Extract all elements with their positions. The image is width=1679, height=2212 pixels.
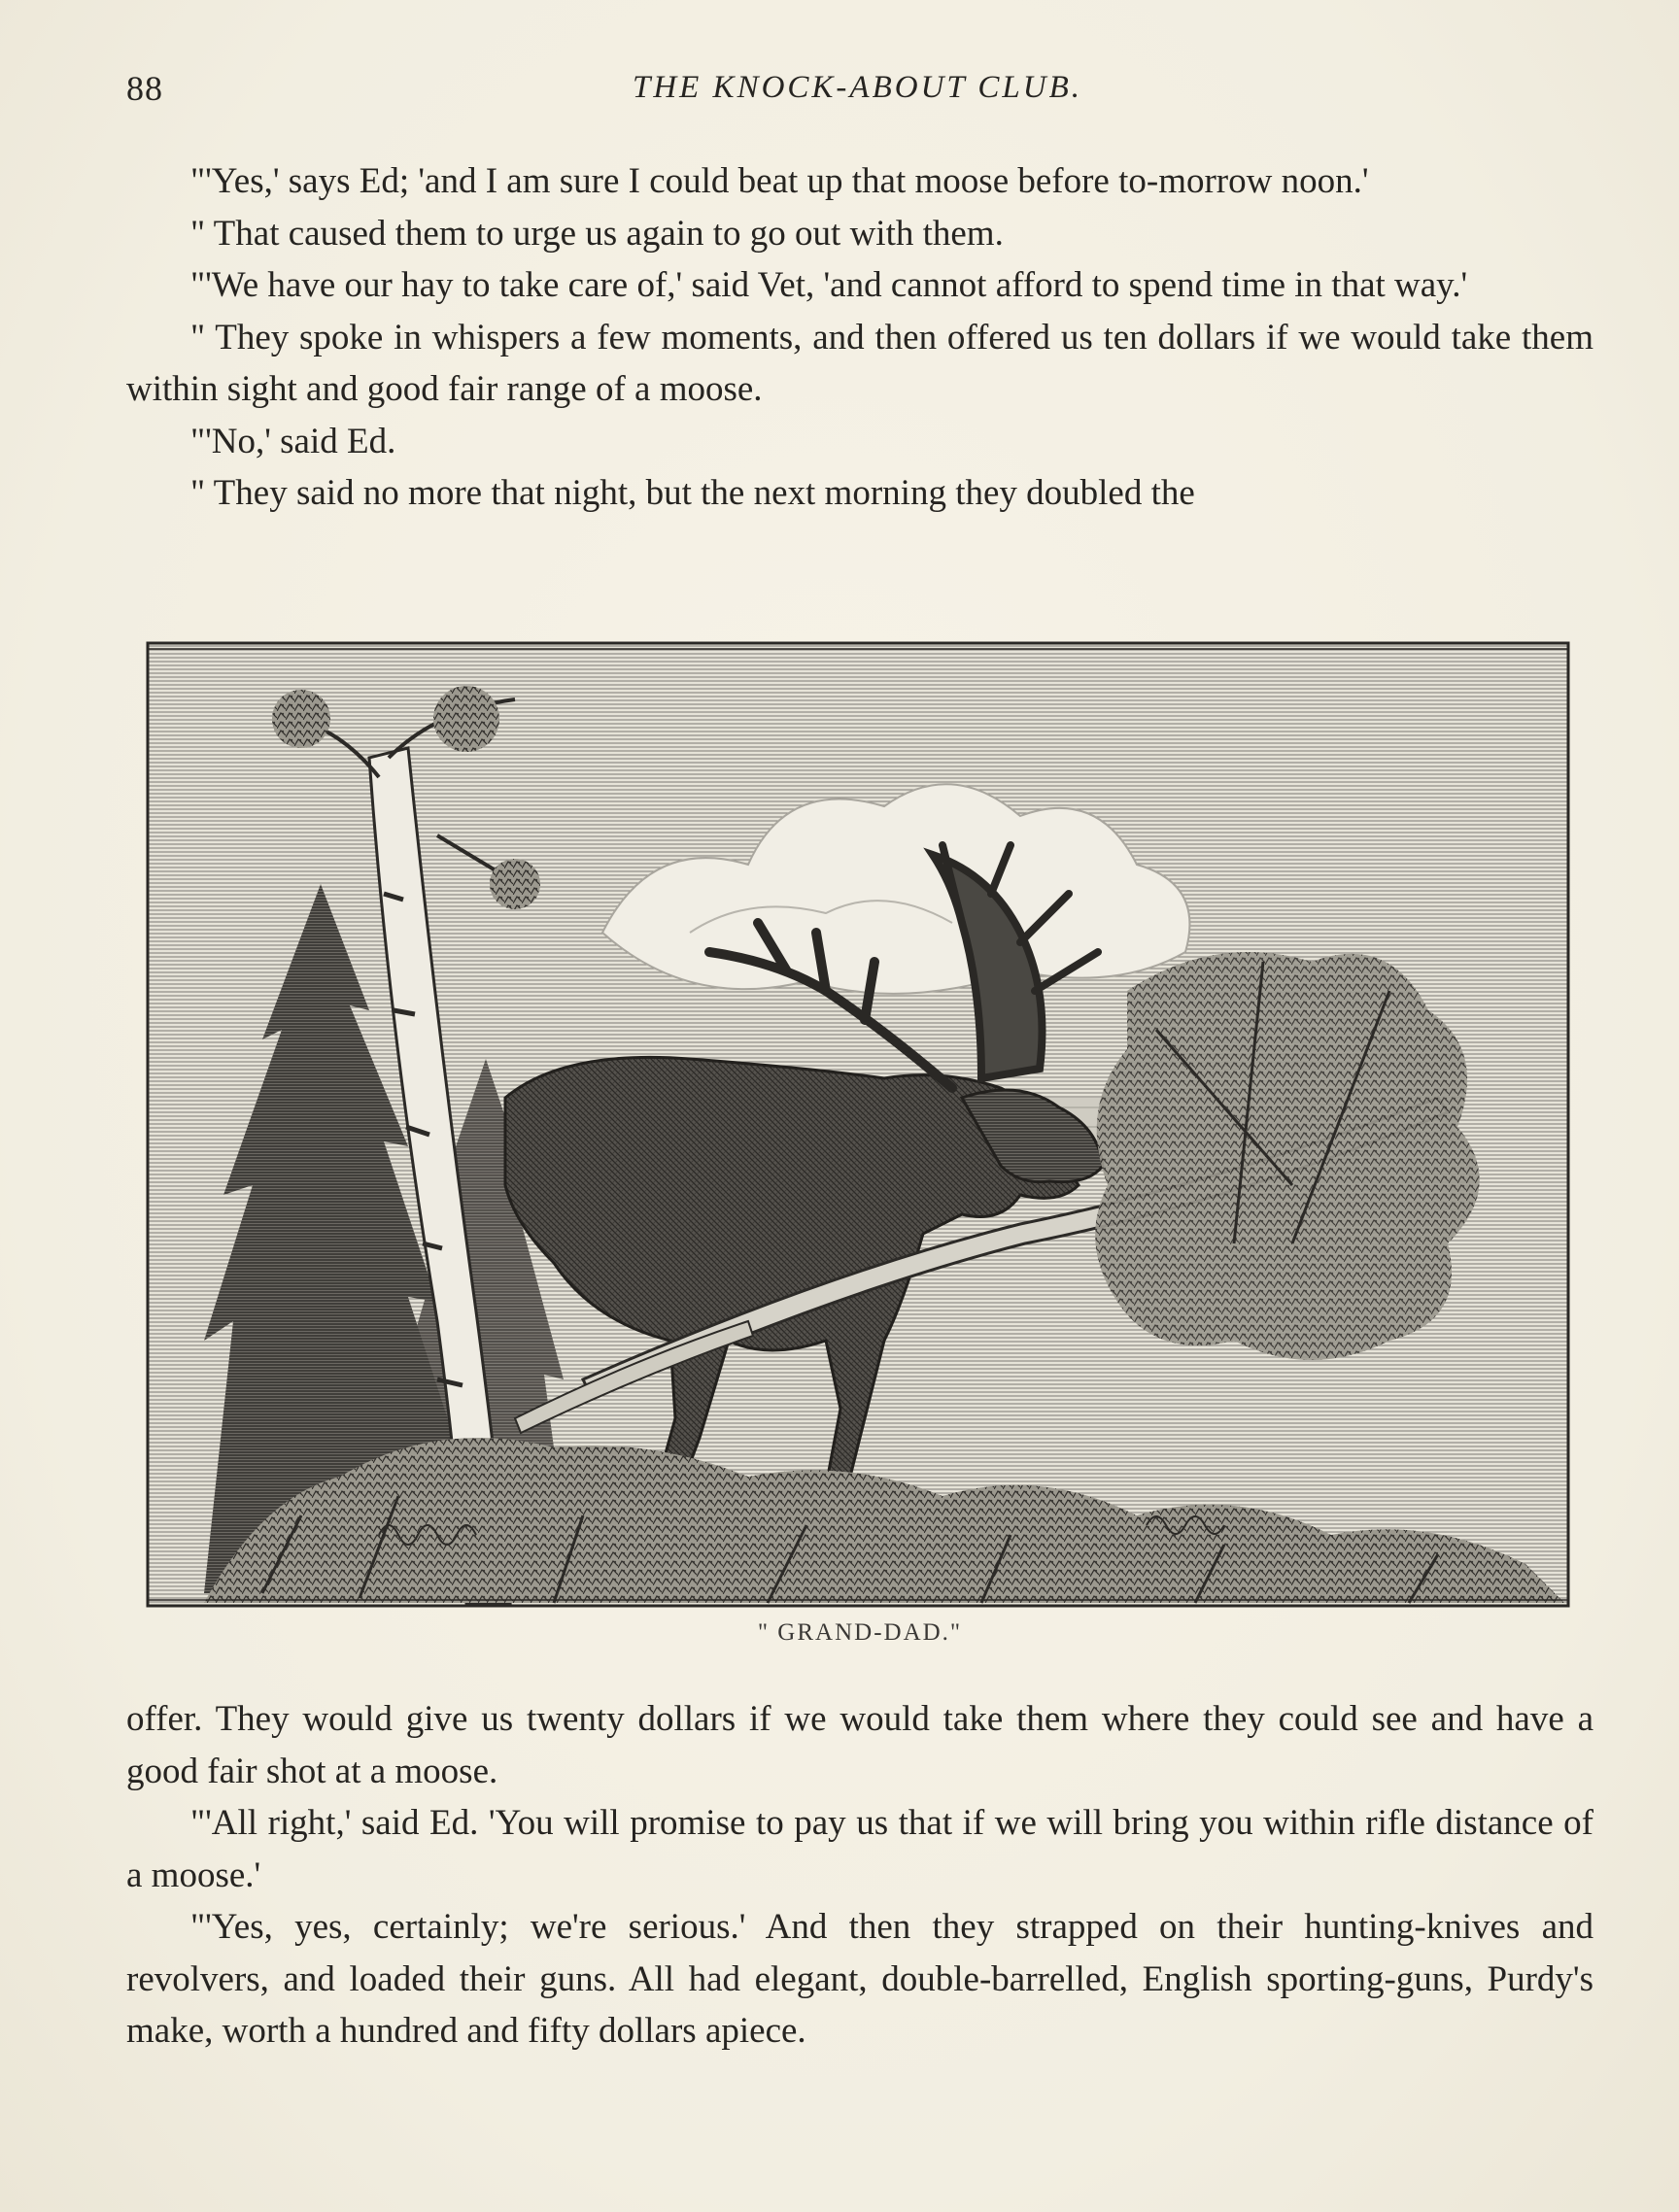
paragraph: "'Yes,' says Ed; 'and I am sure I could beat up that moose before to-morrow noon.' — [190, 161, 1369, 201]
paragraph: "'All right,' said Ed. 'You will promise to pay us that if we will bring you within rifle distance of a moose.' — [126, 1803, 1593, 1895]
paragraph: " That caused them to urge us again to go out with them. — [190, 213, 1004, 254]
paragraph: "'No,' said Ed. — [190, 421, 396, 461]
running-head: THE KNOCK-ABOUT CLUB. — [632, 70, 1083, 105]
paragraph: " They spoke in whispers a few moments, and then offered us ten dollars if we would take them within sight and good fair range of a moose. — [126, 317, 1593, 409]
paragraph: " They said no more that night, but the next morning they doubled the — [190, 473, 1195, 513]
illustration-caption: " GRAND-DAD." — [757, 1619, 963, 1646]
foliage-right — [1095, 952, 1480, 1360]
paragraph: "'We have our hay to take care of,' said Vet, 'and cannot afford to spend time in that way.' — [190, 265, 1468, 305]
top-text-block — [126, 155, 1593, 520]
bottom-text-block — [126, 1693, 1593, 2058]
engraving-svg — [146, 641, 1570, 1608]
paragraph: "'Yes, yes, certainly; we're serious.' And then they strapped on their hunting-knives and revolvers, and loaded their guns. All had elegant, double-barrelled, English sporting-guns, Purdy's make, worth a hundred and fifty dollars apiece. — [126, 1907, 1593, 2051]
paragraph: offer. They would give us twenty dollars if we would take them where they could see and have a good fair shot at a moose. — [126, 1699, 1593, 1791]
page-number: 88 — [126, 69, 163, 108]
moose-illustration — [146, 641, 1570, 1608]
page-header — [126, 68, 1589, 117]
